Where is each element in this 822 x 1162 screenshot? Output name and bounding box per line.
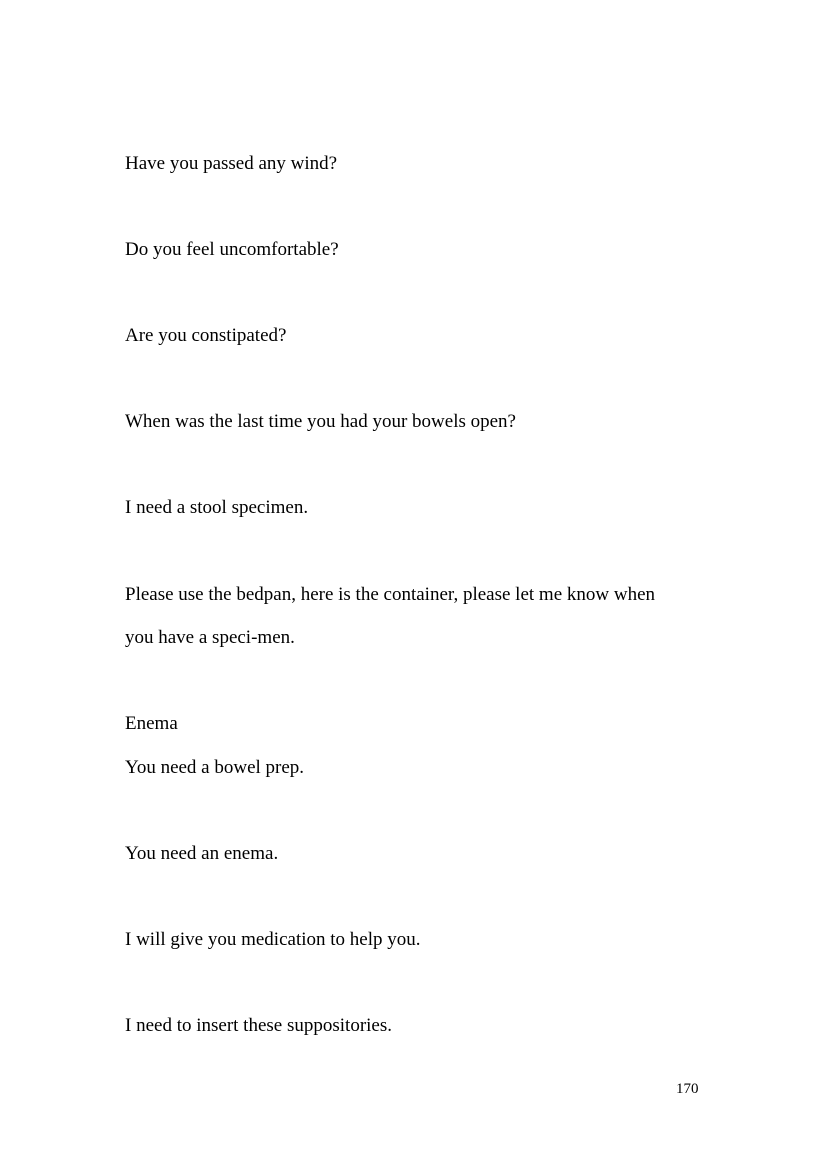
text-line-enema: You need an enema. — [125, 843, 279, 864]
text-line-bowels-open: When was the last time you had your bowels open? — [125, 411, 516, 432]
text-line-stool-specimen: I need a stool specimen. — [125, 497, 309, 518]
text-line-bedpan: Please use the bedpan, here is the container, please let me know when — [125, 584, 655, 605]
text-line-bowel-prep: You need a bowel prep. — [125, 757, 305, 778]
page-number: 170 — [676, 1081, 699, 1097]
text-line-specimen-continued: you have a speci-men. — [125, 627, 295, 648]
text-line-medication: I will give you medication to help you. — [125, 929, 421, 950]
text-line-suppositories: I need to insert these suppositories. — [125, 1015, 393, 1036]
text-line-wind: Have you passed any wind? — [125, 153, 338, 174]
text-line-constipated: Are you constipated? — [125, 325, 287, 346]
text-line-uncomfortable: Do you feel uncomfortable? — [125, 239, 339, 260]
section-heading-enema: Enema — [125, 713, 178, 734]
